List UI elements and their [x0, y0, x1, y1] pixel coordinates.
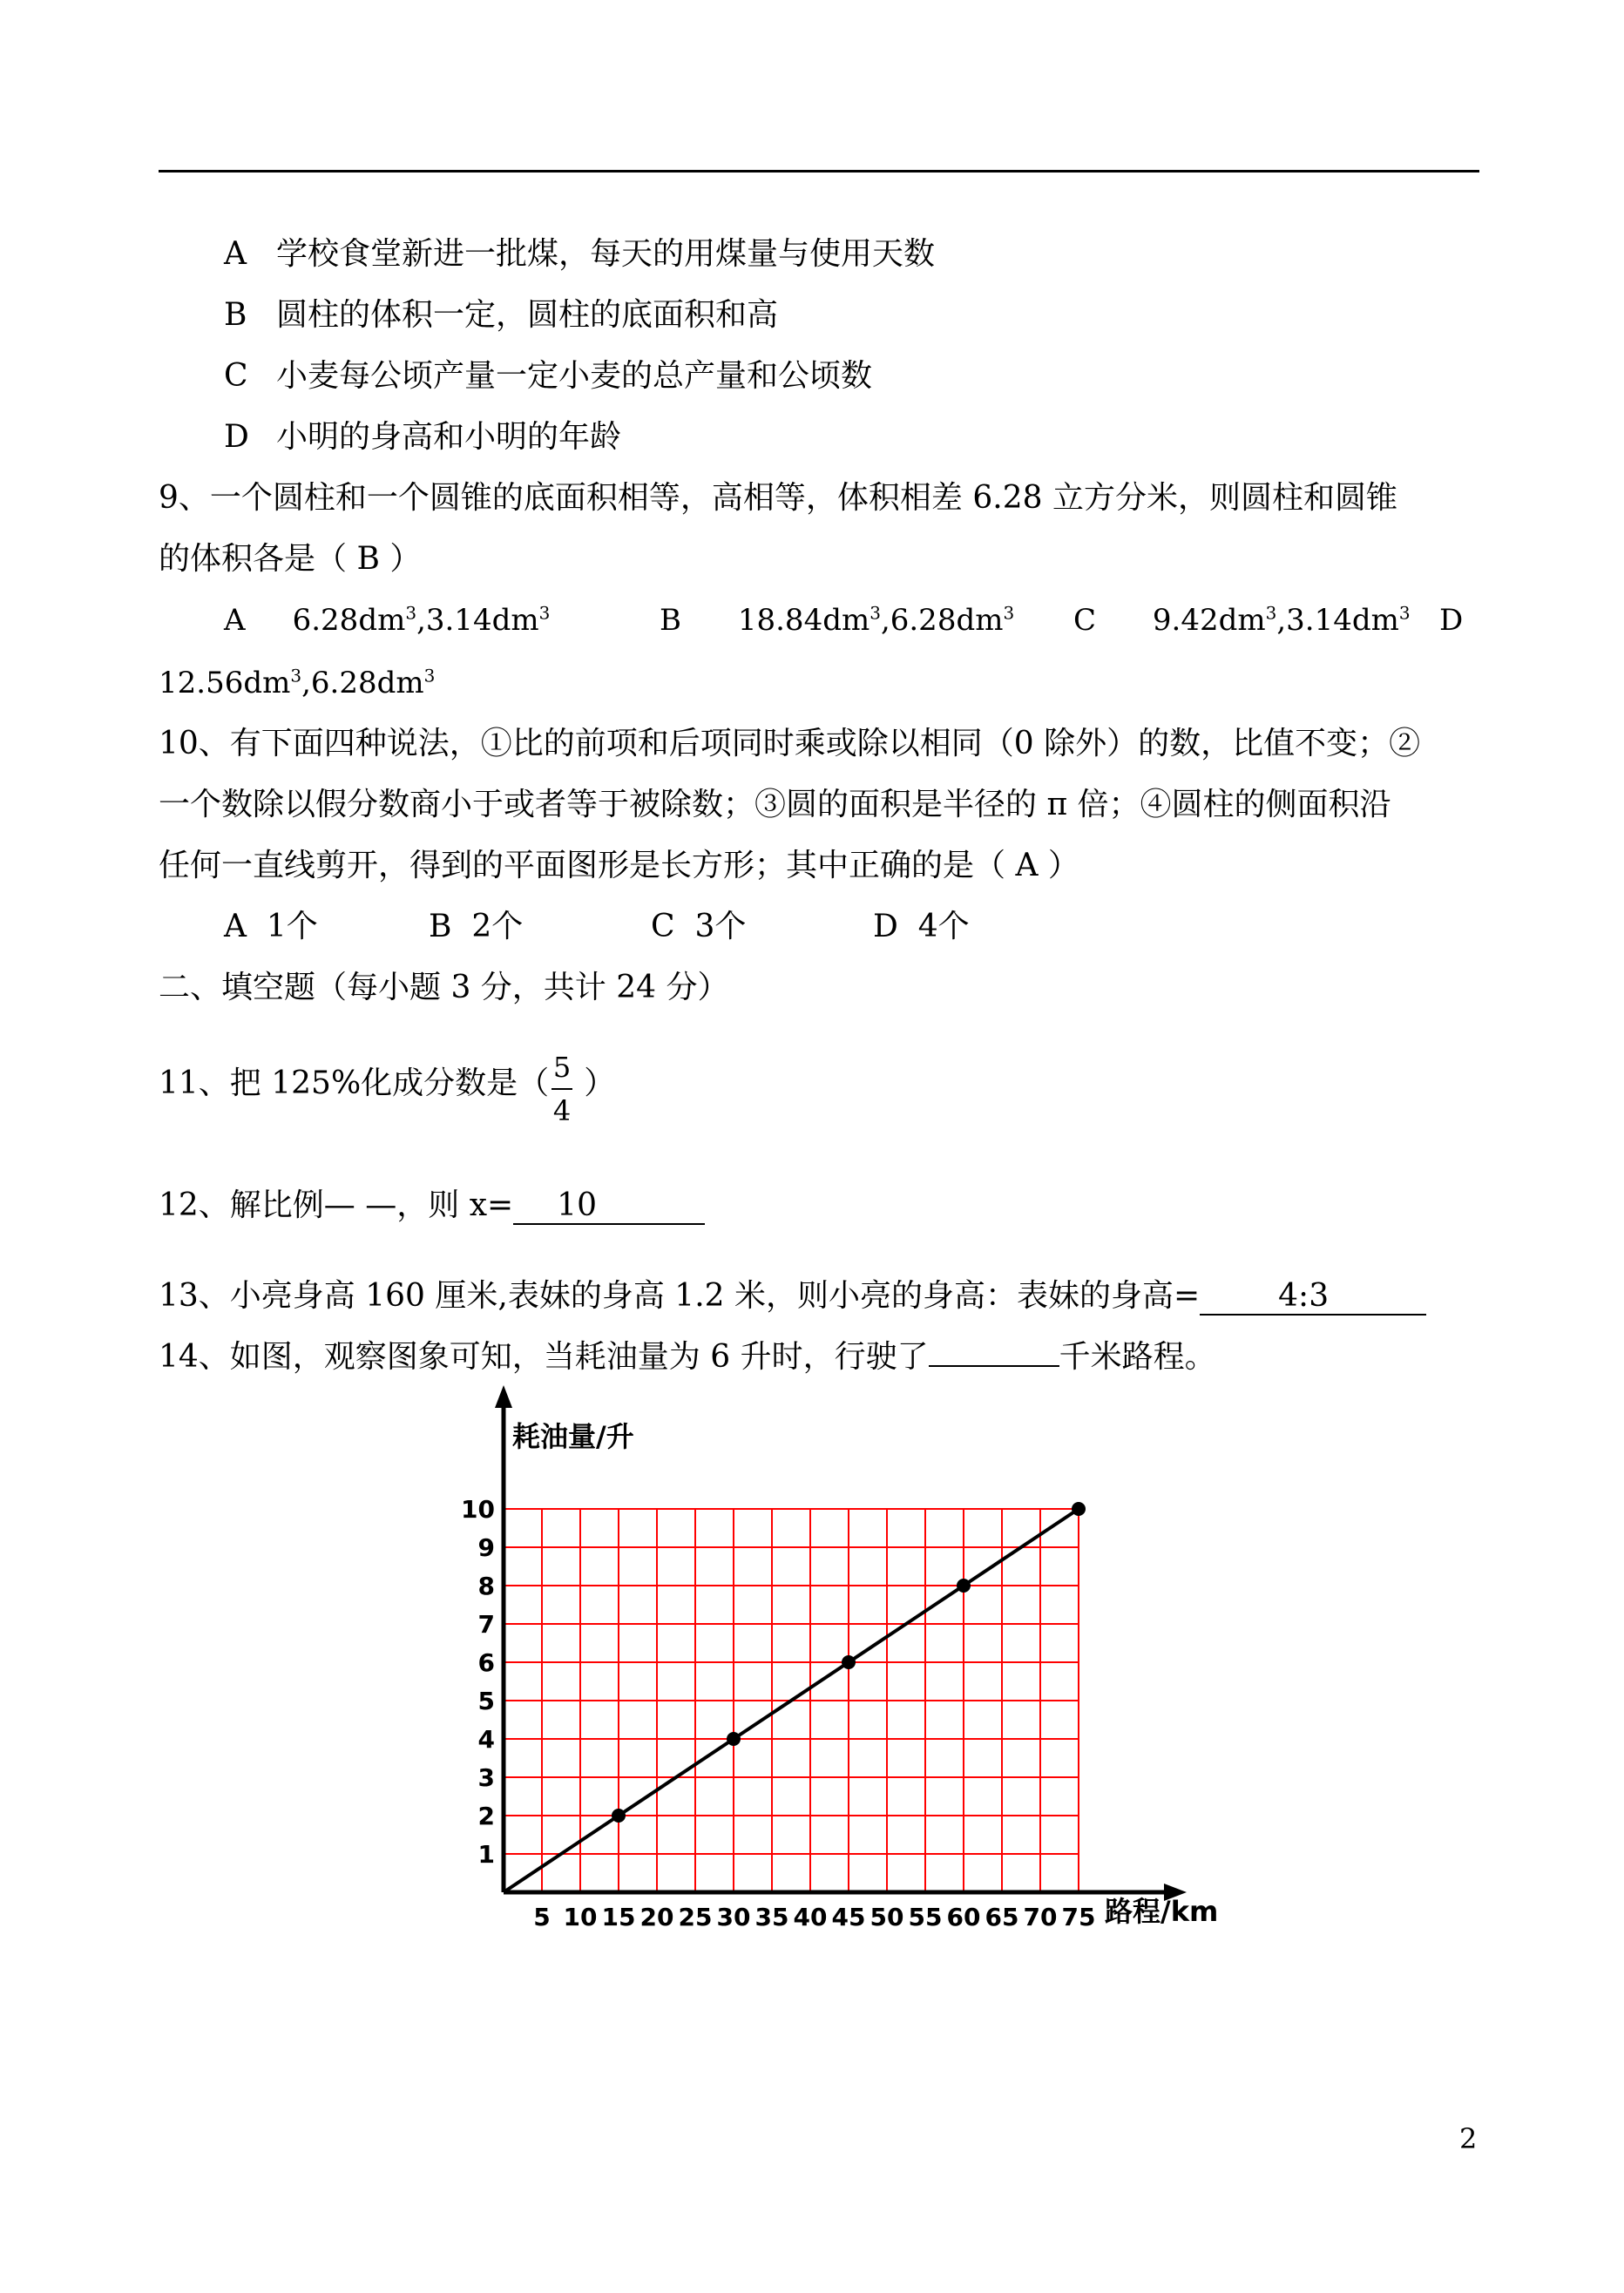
- q10-line1: 10、有下面四种说法，①比的前项和后项同时乘或除以相同（0 除外）的数，比值不变；②: [159, 726, 1421, 761]
- chart-axes: [495, 1385, 1187, 1901]
- q14-text: 14、如图，观察图象可知，当耗油量为 6 升时，行驶了 千米路程。: [159, 1339, 1216, 1375]
- x-tick-label: 5: [533, 1903, 551, 1931]
- y-tick-label: 8: [477, 1572, 495, 1600]
- q9-option-b: B $18.84dm^3,6.28dm^3$: [660, 602, 1015, 638]
- data-point: [612, 1809, 626, 1823]
- q8-option-c: C 小麦每公顷产量一定小麦的总产量和公顷数: [224, 358, 873, 394]
- q10-line3: 任何一直线剪开，得到的平面图形是长方形；其中正确的是（ A ）: [159, 848, 1079, 883]
- data-point: [842, 1655, 856, 1669]
- q9-option-c: C $9.42dm^3,3.14dm^3$: [1073, 602, 1411, 638]
- q8-option-a: A 学校食堂新进一批煤，每天的用煤量与使用天数: [224, 236, 936, 272]
- q10-option-b: B 2个: [429, 909, 524, 944]
- q12-answer: 10: [513, 1188, 705, 1225]
- q12-text: 12、解比例— —，则 x= 10: [159, 1187, 705, 1225]
- x-tick-label: 30: [716, 1903, 751, 1931]
- x-tick-label: 15: [601, 1903, 636, 1931]
- x-tick-label: 55: [908, 1903, 943, 1931]
- data-point: [1072, 1502, 1086, 1516]
- q9-line1: 9、一个圆柱和一个圆锥的底面积相等，高相等，体积相差 6.28 立方分米，则圆柱和圆锥: [159, 480, 1397, 516]
- x-tick-label: 45: [831, 1903, 866, 1931]
- q8-option-b: B 圆柱的体积一定，圆柱的底面积和高: [224, 297, 779, 333]
- y-tick-label: 3: [477, 1763, 495, 1792]
- q11-fraction: [549, 1050, 575, 1128]
- y-tick-label: 6: [477, 1648, 495, 1677]
- x-tick-label: 35: [754, 1903, 789, 1931]
- y-tick-label: 4: [477, 1725, 495, 1754]
- fuel-distance-chart: [0, 1376, 1624, 1986]
- x-tick-label: 50: [870, 1903, 904, 1931]
- section-2-title: 二、填空题（每小题 3 分，共计 24 分）: [159, 970, 729, 1005]
- q9-option-d: $12.56dm^3,6.28dm^3$: [159, 665, 436, 700]
- header-rule: [159, 170, 1479, 172]
- fraction-bar: [551, 1088, 572, 1090]
- y-tick-label: 2: [477, 1802, 495, 1830]
- x-tick-label: 20: [639, 1903, 674, 1931]
- chart-series: [504, 1502, 1086, 1892]
- q11-numerator: 5: [552, 1051, 572, 1084]
- y-tick-label: 5: [477, 1687, 495, 1715]
- x-tick-label: 75: [1061, 1903, 1096, 1931]
- x-tick-label: 70: [1023, 1903, 1058, 1931]
- x-tick-label: 65: [985, 1903, 1019, 1931]
- data-point: [727, 1732, 741, 1746]
- q13-text: 13、小亮身高 160 厘米,表妹的身高 1.2 米，则小亮的身高：表妹的身高= 4:3: [159, 1277, 1426, 1316]
- q10-option-c: C 3个: [651, 909, 747, 944]
- q9-option-d-letter: D: [1439, 603, 1464, 638]
- q9-line2: 的体积各是（ B ）: [159, 541, 422, 577]
- q10-option-a: A 1个: [224, 909, 318, 944]
- y-tick-label: 7: [477, 1610, 495, 1639]
- q13-answer: 4:3: [1200, 1279, 1426, 1316]
- x-axis-label: 路程/km: [1105, 1895, 1219, 1928]
- y-tick-label: 1: [477, 1840, 495, 1869]
- q14-answer-blank[interactable]: [929, 1365, 1059, 1367]
- q10-line2: 一个数除以假分数商小于或者等于被除数；③圆的面积是半径的 π 倍；④圆柱的侧面积沿: [159, 787, 1391, 822]
- y-tick-label: 10: [461, 1495, 495, 1524]
- x-tick-label: 25: [678, 1903, 713, 1931]
- y-axis-arrow: [495, 1385, 512, 1408]
- q11-text: 11、把 125%化成分数是（ ）: [159, 1065, 616, 1101]
- q8-option-d: D 小明的身高和小明的年龄: [224, 419, 622, 455]
- x-tick-label: 10: [563, 1903, 598, 1931]
- x-tick-label: 60: [946, 1903, 981, 1931]
- x-tick-label: 40: [793, 1903, 828, 1931]
- data-point: [957, 1579, 971, 1593]
- q10-option-d: D 4个: [873, 909, 970, 944]
- q9-option-a: A $6.28dm^3,3.14dm^3$: [224, 602, 551, 638]
- page-number: 2: [1459, 2122, 1478, 2155]
- y-tick-label: 9: [477, 1533, 495, 1562]
- q11-denominator: 4: [552, 1094, 572, 1127]
- y-axis-label: 耗油量/升: [512, 1420, 634, 1453]
